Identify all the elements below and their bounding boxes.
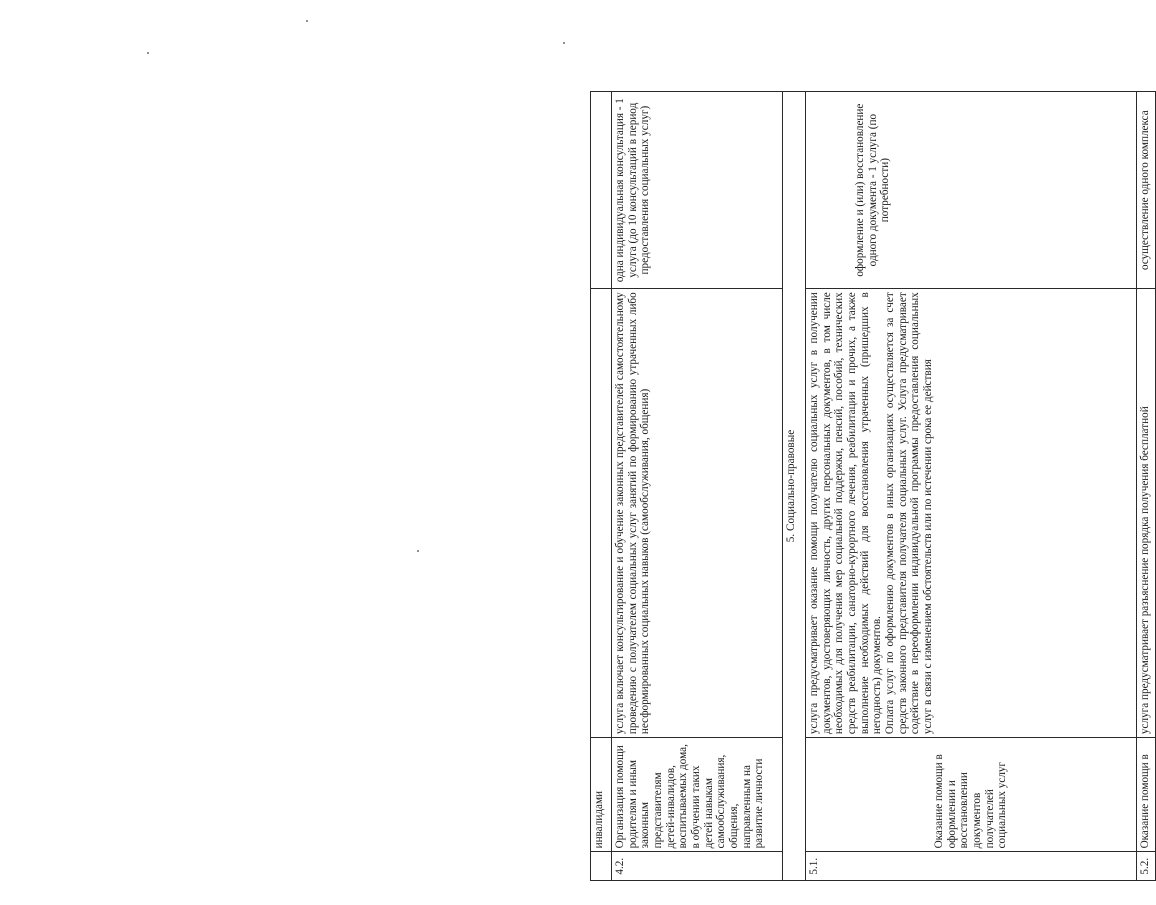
service-name-cell: Организация помощи родителям и иным законным представителям детей-инвалидов, воспитываемых дома, в обучении таких детей навыкам самообслуживания, общения, направленным на развитие личности bbox=[612, 738, 783, 852]
social-services-table bbox=[590, 91, 1156, 881]
description-paragraph: услуга предусматривает оказание помощи получателю социальных услуг в получении документов, удостоверяющих личность, других персональных документов, в том числе необходимых для получения мер социальной поддержки, пенсий, пособий, технических средств реабилитации, санаторно-курортного лечения, реабилитации и прочих, а также выполнение необходимых действий для восстановления утраченных (пришедших в негодность) документов. bbox=[808, 292, 884, 735]
service-description-cell bbox=[806, 289, 1137, 738]
table-row bbox=[612, 92, 783, 881]
table-section-row bbox=[783, 92, 806, 881]
scan-speck bbox=[306, 20, 308, 22]
service-description-cell: услуга включает консультирование и обучение законных представителей самостоятельному проведению с получателем социальных услуг занятий по формированию утраченных либо несформированных социальных навыков (самообслуживания, общения) bbox=[612, 289, 783, 738]
description-paragraph: Оплата услуг по оформлению документов в иных организациях осуществляется за счет средств законного представителя получателя социальных услуг. Услуга предусматривает содействие в переоформлении индивидуальной программы предоставления социальных услуг в связи с изменением обстоятельств или по истечении срока ее действия bbox=[883, 292, 934, 735]
service-name-cell: Оказание помощи в оформлении и восстановлении документов получателей социальных услуг bbox=[806, 738, 1137, 852]
service-description-cell bbox=[591, 289, 612, 738]
scan-speck bbox=[147, 52, 149, 54]
rotated-document-page bbox=[590, 91, 1151, 881]
scan-speck bbox=[563, 42, 565, 44]
section-heading: 5. Социально-правовые bbox=[783, 92, 806, 881]
row-number-cell: 5.1. bbox=[806, 852, 1137, 881]
service-volume-cell: оформление и (или) восстановление одного документа - 1 услуга (по потребности) bbox=[806, 92, 1137, 289]
row-number-cell: 4.2. bbox=[612, 852, 783, 881]
table-row bbox=[591, 92, 612, 881]
scan-speck bbox=[417, 550, 419, 552]
service-volume-cell bbox=[591, 92, 612, 289]
service-volume-cell: одна индивидуальная консультация - 1 услуга (до 10 консультаций в период предоставления социальных услуг) bbox=[612, 92, 783, 289]
service-volume-cell: осуществление одного комплекса bbox=[1137, 92, 1156, 289]
service-name-cell: Оказание помощи в bbox=[1137, 738, 1156, 852]
row-number-cell: 5.2. bbox=[1137, 852, 1156, 881]
row-number-cell bbox=[591, 852, 612, 881]
table-row bbox=[806, 92, 1137, 881]
service-description-cell: услуга предусматривает разъяснение порядка получения бесплатной bbox=[1137, 289, 1156, 738]
table-row bbox=[1137, 92, 1156, 881]
service-name-cell: инвалидами bbox=[591, 738, 612, 852]
